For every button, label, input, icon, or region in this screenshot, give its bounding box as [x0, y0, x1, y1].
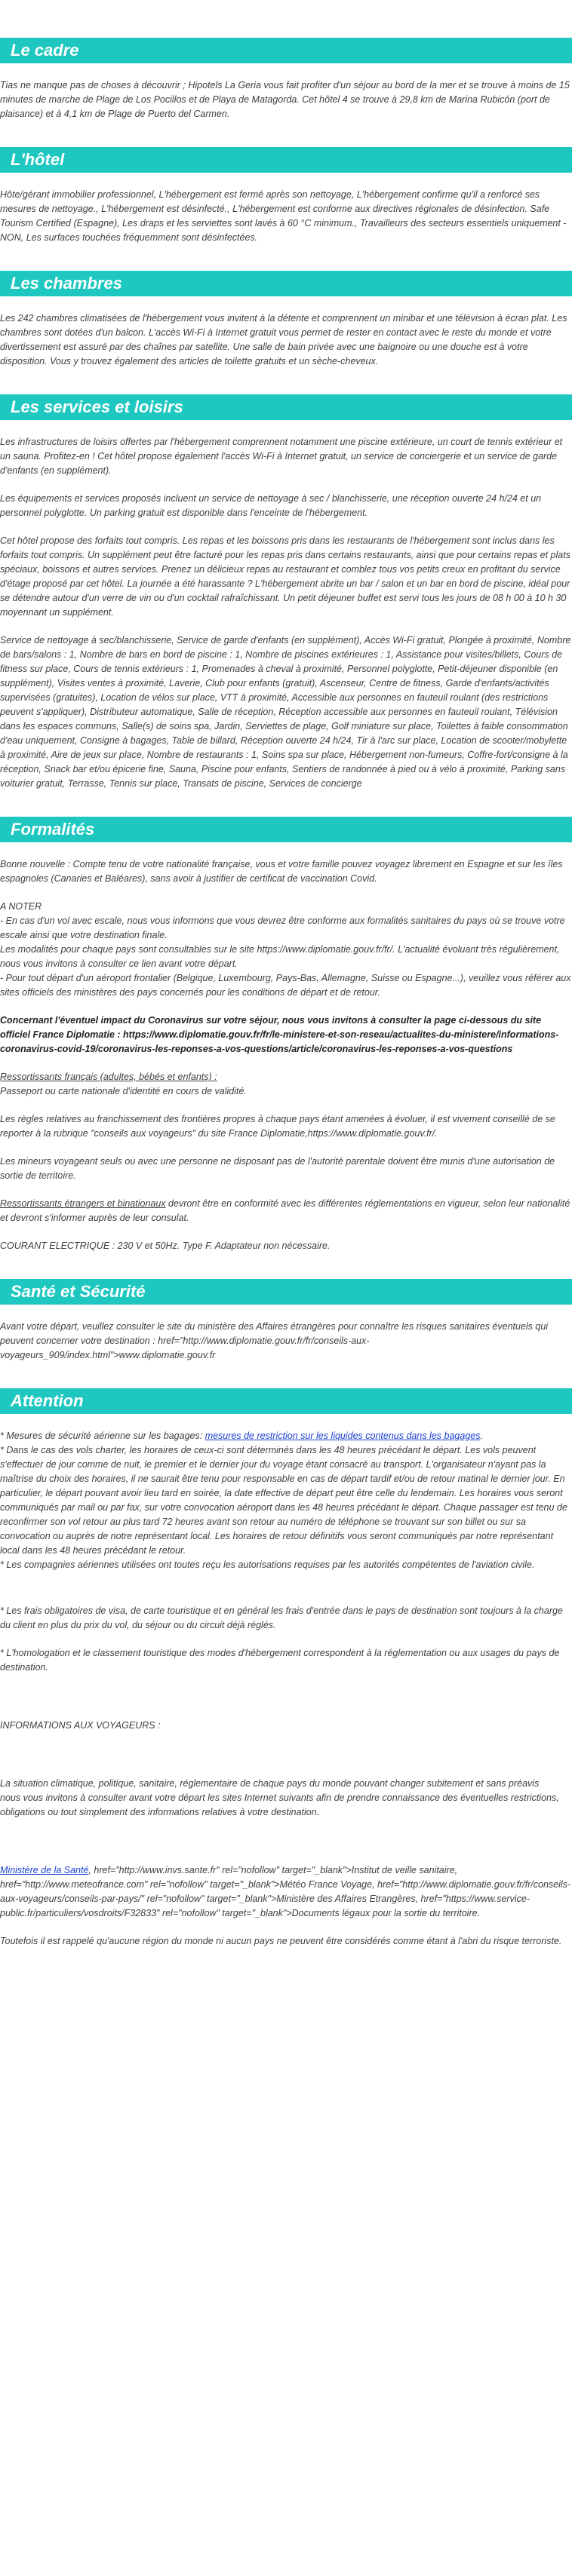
section-title: Le cadre	[0, 38, 572, 63]
paragraph: * Les frais obligatoires de visa, de carte touristique et en général les frais d'entrée dans le pays de destination sont toujours à la charge du client en plus du prix du vol, du séjour ou du circuit déjà réglés.	[0, 1605, 563, 1630]
spacer	[0, 1833, 572, 1863]
paragraph-text: devront être en conformité avec les différentes réglementations en vigueur, selon leur nationalité et devront s'informer auprès de leur consulat.	[0, 1198, 570, 1223]
section-body	[0, 78, 572, 121]
paragraph: Passeport ou carte nationale d'identité en cours de validité.	[0, 1086, 247, 1096]
paragraph: - Pour tout départ d'un aéroport frontalier (Belgique, Luxembourg, Pays-Bas, Allemagne, Suisse ou Espagne...), veuillez vous référer aux sites officiels des ministères des pays concernés pour les conditions de départ et de retour.	[0, 973, 571, 998]
paragraph: Service de nettoyage à sec/blanchisserie, Service de garde d'enfants (en supplément), Accès Wi-Fi gratuit, Plongée à proximité, Nombre de bars/salons : 1, Nombre de bars en bord de piscine : 1, Nombre de piscines extérieures : 1, Assistance pour visites/billets, Cours de fitness sur place, Cours de tennis extérieurs : 1, Promenades à cheval à proximité, Personnel polyglotte, Petit-déjeuner disponible (en supplément), Visites ventes à proximité, Laverie, Club pour enfants (gratuit), Ascenseur, Centre de fitness, Garde d'enfants/activités supervisées (gratuites), Location de vélos sur place, VTT à proximité, Accessible aux personnes en fauteuil roulant (des restrictions peuvent s'appliquer), Distributeur automatique, Salle de réception, Réception accessible aux personnes en fauteuil roulant, Télévision dans les espaces communs, Salle(s) de soins spa, Jardin, Serviettes de plage, Golf miniature sur place, Toilettes à faible consommation d'eau uniquement, Consigne à bagages, Table de billard, Réception ouverte 24 h/24, Tir à l'arc sur place, Location de scooter/mobylette à proximité, Aire de jeux sur place, Nombre de restaurants : 1, Soins spa sur place, Hébergement non-fumeurs, Coffre-fort/consigne à la réception, Snack bar et/ou épicerie fine, Sauna, Piscine pour enfants, Sentiers de randonnée à pied ou à vélo à proximité, Parking sans voiturier gratuit, Terrasse, Tennis sur place, Transats de piscine, Services de concierge	[0, 635, 571, 789]
spacer	[0, 1746, 572, 1777]
coronavirus-notice: Concernant l'éventuel impact du Coronavirus sur votre séjour, nous vous invitons à consulter la page ci-dessous du site officiel France Diplomatie : https://www.diplomatie.gouv.fr/fr/le-ministere-et-son-reseau/actualites-du-ministere/informations-coronavirus-covid-19/coronavirus-les-reponses-a-vos-questions/article/coronavirus-les-reponses-a-vos-questions	[0, 1015, 559, 1054]
section-hotel	[0, 147, 572, 245]
paragraph	[0, 1197, 572, 1225]
spacer	[0, 1688, 572, 1719]
paragraph: Les équipements et services proposés incluent un service de nettoyage à sec / blanchisserie, une réception ouverte 24 h/24 et un personnel polyglotte. Un parking gratuit est disponible dans l'enceinte de l'hébergement.	[0, 493, 542, 518]
paragraph: Hôte/gérant immobilier professionnel, L'hébergement est fermé après son nettoyage, L'hébergement confirme qu'il a renforcé ses mesures de nettoyage., L'hébergement est désinfecté., L'hébergement est conforme aux directives régionales de désinfection. Safe Tourism Certified (Espagne), Les draps et les serviettes sont lavés à 60 °C minimum., Travailleurs des secteurs essentiels uniquement - NON, Les surfaces touchées fréquemment sont désinfectées.	[0, 189, 567, 243]
section-body	[0, 311, 572, 369]
paragraph: * Les compagnies aériennes utilisées ont toutes reçu les autorisations requises par les autorités compétentes de l'aviation civile.	[0, 1559, 535, 1570]
section-cadre	[0, 38, 572, 121]
section-attention	[0, 1388, 572, 1949]
subsection-title: Ressortissants français (adultes, bébés et enfants) :	[0, 1072, 217, 1082]
section-title: Santé et Sécurité	[0, 1279, 572, 1305]
paragraph: Bonne nouvelle : Compte tenu de votre nationalité française, vous et votre famille pouvez voyagez librement en Espagne et sur les îles espagnoles (Canaries et Baléares), sans avoir à justifier de certificat de vaccination Covid.	[0, 859, 563, 884]
section-services	[0, 394, 572, 791]
paragraph-text: , href="http://www.invs.sante.fr" rel="nofollow" target="_blank">Institut de veille sanitaire, href="http://www.meteofrance.com" rel="nofollow" target="_blank">Météo France Voyage, href="http://www.diplomatie.gouv.fr/fr/conseils-aux-voyageurs/conseils-par-pays/" rel="nofollow" target="_blank">Ministère des Affaires Etrangères, href="https://www.service-public.fr/particuliers/vosdroits/F32833" rel="nofollow" target="_blank">Documents légaux pour la sortie du territoire.	[0, 1865, 571, 1918]
section-title: Les services et loisirs	[0, 394, 572, 420]
section-body	[0, 1429, 572, 1949]
info-title: INFORMATIONS AUX VOYAGEURS :	[0, 1720, 161, 1731]
paragraph-text: .	[480, 1431, 483, 1441]
paragraph: Tias ne manque pas de choses à découvrir ; Hipotels La Geria vous fait profiter d'un séjour au bord de la mer et se trouve à moins de 15 minutes de marche de Plage de Los Pocillos et de Playa de Matagorda. Cet hôtel 4 se trouve à 29,8 km de Marina Rubicón (port de plaisance) et à 4,1 km de Plage de Puerto del Carmen.	[0, 80, 570, 119]
paragraph: Toutefois il est rappelé qu'aucune région du monde ni aucun pays ne peuvent être considérés comme étant à l'abri du risque terroriste.	[0, 1936, 562, 1946]
section-title: Attention	[0, 1388, 572, 1414]
note-title: A NOTER	[0, 901, 42, 912]
section-title: Les chambres	[0, 271, 572, 296]
liquids-restriction-link[interactable]: mesures de restriction sur les liquides contenus dans les bagages	[205, 1431, 481, 1441]
paragraph: * L'homologation et le classement touristique des modes d'hébergement correspondent à la réglementation ou aux usages du pays de destination.	[0, 1648, 560, 1673]
paragraph: Cet hôtel propose des forfaits tout compris. Les repas et les boissons pris dans les restaurants de l'hébergement sont inclus dans les forfaits tout compris. Un supplément peut être facturé pour les repas pris dans certains restaurants, ainsi que pour certains repas et plats spéciaux, boissons et autres services. Prenez un délicieux repas au restaurant et comblez tous vos petits creux en profitant du service d'étage proposé par cet hôtel. La journée a été harassante ? L'hébergement abrite un bar / salon et un bar en bord de piscine, idéal pour se détendre autour d'un verre de vin ou d'un cocktail rafraîchissant. Un petit déjeuner buffet est servi tous les jours de 08 h 00 à 10 h 30 moyennant un supplément.	[0, 535, 570, 618]
section-body	[0, 435, 572, 791]
ministry-health-link[interactable]: Ministère de la Santé	[0, 1865, 89, 1875]
paragraph: * Dans le cas des vols charter, les horaires de ceux-ci sont déterminés dans les 48 heures précédant le départ. Les vols peuvent s'effectuer de jour comme de nuit, le premier et le dernier jour du voyage étant consacré au transport. L'organisateur n'ayant pas la maîtrise du choix des horaires, il ne saurait être tenu pour responsable en cas de départ tardif et/ou de retour matinal le dernier jour. En particulier, le départ pouvant avoir lieu tard en soirée, la date effective de départ peut être celle du lendemain. Les horaires vous seront communiqués par mail ou par fax, sur votre convocation aéroport dans les 48 heures précédant le départ. Chaque passager est tenu de reconfirmer son vol retour au plus tard 72 heures avant son retour au numéro de téléphone se trouvant sur son billet ou sur sa convocation ou auprès de notre représentant local. Les horaires de retour définitifs vous seront communiqués par notre représentant local dans les 48 heures précédant le retour.	[0, 1445, 567, 1556]
spacer	[0, 1586, 572, 1604]
paragraph: La situation climatique, politique, sanitaire, réglementaire de chaque pays du monde pouvant changer subitement et sans préavis	[0, 1778, 540, 1789]
paragraph: Les mineurs voyageant seuls ou avec une personne ne disposant pas de l'autorité parentale doivent être munis d'une autorisation de sortie de territoire.	[0, 1156, 555, 1181]
paragraph: COURANT ELECTRIQUE : 230 V et 50Hz. Type F. Adaptateur non nécessaire.	[0, 1240, 331, 1251]
section-title: Formalités	[0, 817, 572, 842]
section-body	[0, 188, 572, 245]
section-body	[0, 1320, 572, 1363]
paragraph	[0, 1863, 572, 1921]
paragraph: Les règles relatives au franchissement des frontières propres à chaque pays étant amenées à évoluer, il est vivement conseillé de se reporter à la rubrique "conseils aux voyageurs" du site France Diplomatie,https://www.diplomatie.gouv.fr/.	[0, 1114, 555, 1139]
paragraph: - En cas d'un vol avec escale, nous vous informons que vous devrez être conforme aux formalités sanitaires du pays où se trouve votre escale ainsi que votre destination finale.	[0, 915, 565, 940]
paragraph: Les 242 chambres climatisées de l'hébergement vous invitent à la détente et comprennent un minibar et une télévision à écran plat. Les chambres sont dotées d'un balcon. L'accès Wi-Fi à Internet gratuit vous permet de rester en contact avec le reste du monde et votre divertissement est assuré par des chaînes par satellite. Une salle de bain privée avec une baignoire ou une douche est à votre disposition. Vous y trouvez également des articles de toilette gratuits et un sèche-cheveux.	[0, 313, 567, 366]
section-body	[0, 857, 572, 1253]
paragraph: nous vous invitons à consulter avant votre départ les sites Internet suivants afin de prendre connaissance des éventuelles restrictions, obligations ou tout simplement des informations relatives à votre destination.	[0, 1792, 559, 1817]
section-formalites	[0, 817, 572, 1253]
subsection-title: Ressortissants étrangers et binationaux	[0, 1198, 166, 1209]
section-chambres	[0, 271, 572, 369]
paragraph: Les modalités pour chaque pays sont consultables sur le site https://www.diplomatie.gouv.fr/fr/. L'actualité évoluant très régulièrement, nous vous invitons à consulter ce lien avant votre départ.	[0, 944, 560, 969]
paragraph-text: * Mesures de sécurité aérienne sur les bagages:	[0, 1431, 205, 1441]
paragraph: Avant votre départ, veuillez consulter le site du ministère des Affaires étrangères pour connaître les risques sanitaires éventuels qui peuvent concerner votre destination : href="http://www.diplomatie.gouv.fr/fr/conseils-aux-voyageurs_909/index.html">www.diplomatie.gouv.fr	[0, 1321, 549, 1360]
section-sante	[0, 1279, 572, 1363]
paragraph	[0, 1429, 572, 1443]
paragraph: Les infrastructures de loisirs offertes par l'hébergement comprennent notamment une piscine extérieure, un court de tennis extérieur et un sauna. Profitez-en ! Cet hôtel propose également l'accès Wi-Fi à Internet gratuit, un service de conciergerie et un service de garde d'enfants (en supplément).	[0, 437, 563, 476]
section-title: L'hôtel	[0, 147, 572, 173]
